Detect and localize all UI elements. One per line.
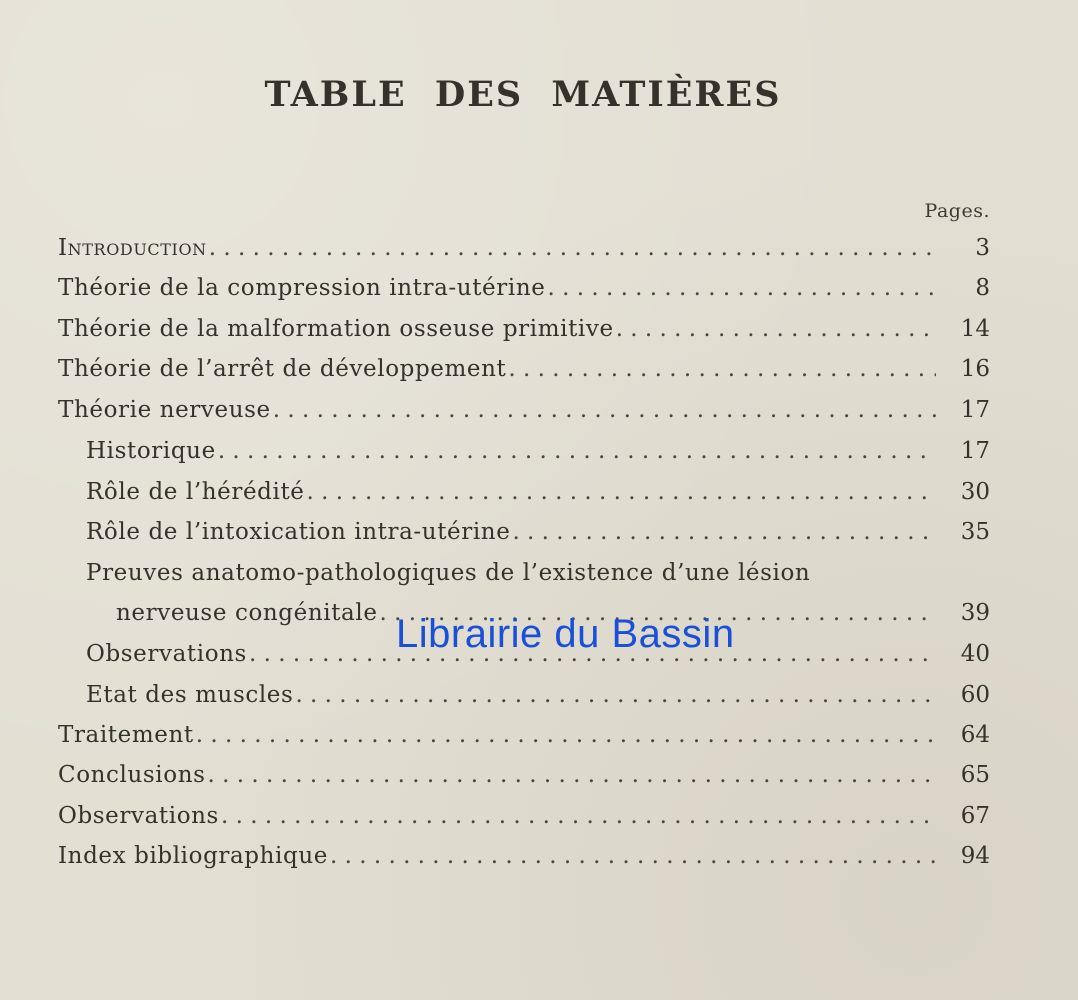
toc-entry: [58, 757, 990, 793]
toc-entry-page: 17: [960, 438, 990, 464]
dot-leader: [616, 311, 936, 347]
toc-entry: [58, 798, 990, 834]
page-title: TABLE DES MATIÈRES: [264, 74, 782, 115]
toc-entry-label: Observations: [86, 641, 247, 667]
toc-entry-page: 65: [960, 762, 990, 788]
toc-entry-label: Introduction: [58, 235, 207, 261]
toc-entry-page: 40: [960, 641, 990, 667]
dot-leader: [221, 798, 936, 834]
toc-entry: [58, 717, 990, 753]
toc-entry-page: 30: [960, 479, 990, 505]
dot-leader: [508, 351, 936, 387]
dot-leader: [512, 514, 936, 550]
toc-entry-label: Conclusions: [58, 762, 206, 788]
toc-entry-label: Théorie de la compression intra-utérine: [58, 275, 546, 301]
dot-leader: [307, 474, 936, 510]
toc-entry-label: Rôle de l’hérédité: [86, 479, 305, 505]
toc-entry-label: Index bibliographique: [58, 843, 328, 869]
dot-leader: [295, 677, 936, 713]
toc-entry-label: Théorie nerveuse: [58, 397, 271, 423]
toc-entry-page: 35: [960, 519, 990, 545]
toc-entry-page: 39: [960, 600, 990, 626]
toc-entry: [58, 311, 990, 347]
toc-entry: [58, 838, 990, 874]
toc-entry-label: Etat des muscles: [86, 682, 294, 708]
toc-entry-label: Théorie de la malformation osseuse primitive: [58, 316, 614, 342]
toc-entry-page: 8: [975, 275, 990, 301]
toc-entry-page: 16: [960, 356, 990, 382]
toc-entry-page: 94: [960, 843, 990, 869]
toc-entry: [58, 270, 990, 306]
watermark-text: Librairie du Bassin: [396, 612, 735, 656]
dot-leader: [547, 270, 936, 306]
dot-leader: [218, 433, 936, 469]
toc-entry-label: Historique: [86, 438, 216, 464]
toc-subentry: [86, 555, 990, 591]
toc-subentry: [86, 474, 990, 510]
dot-leader: [208, 757, 936, 793]
toc-entry-page: 14: [960, 316, 990, 342]
toc-entry-page: 64: [960, 722, 990, 748]
dot-leader: [196, 717, 936, 753]
toc-subentry: [86, 514, 990, 550]
toc-entry: [58, 392, 990, 428]
toc-entry-label: Preuves anatomo-pathologiques de l’existence d’une lésion: [86, 560, 811, 586]
toc-subentry: [86, 433, 990, 469]
toc-entry: [58, 230, 990, 266]
toc-subentry: [86, 677, 990, 713]
toc-entry-label: Traitement: [58, 722, 194, 748]
toc-entry-page: 17: [960, 397, 990, 423]
toc-entry-label: Rôle de l’intoxication intra-utérine: [86, 519, 511, 545]
toc-entry-label: Observations: [58, 803, 219, 829]
dot-leader: [273, 392, 936, 428]
toc-entry-label: Théorie de l’arrêt de développement: [58, 356, 507, 382]
toc-entry-page: 3: [975, 235, 990, 261]
pages-column-header: Pages.: [924, 200, 990, 222]
toc-entry-page: 67: [960, 803, 990, 829]
toc-entry: [58, 351, 990, 387]
dot-leader: [209, 230, 936, 266]
dot-leader: [330, 838, 936, 874]
toc-entry-page: 60: [960, 682, 990, 708]
toc-entry-label: nerveuse congénitale: [116, 600, 378, 626]
